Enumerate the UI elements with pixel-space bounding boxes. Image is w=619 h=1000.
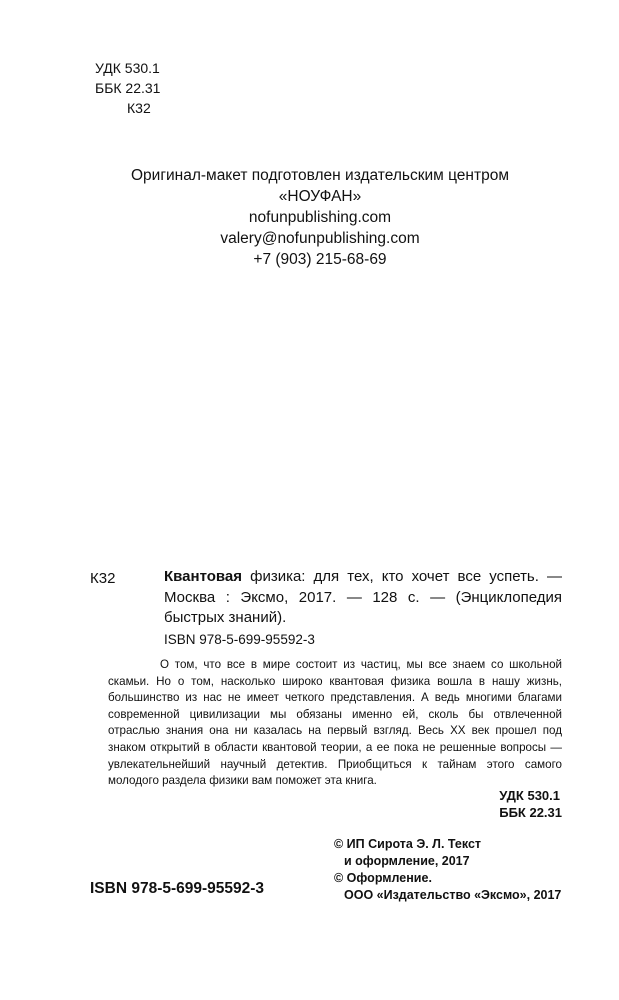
- author-mark: К32: [127, 100, 151, 116]
- publisher-name: «НОУФАН»: [278, 188, 362, 205]
- entry-text: физика: для тех, кто хочет все успеть. — Москва : Эксмо, 2017. — 128 с. — (Энциклопедия быстрых знаний).: [164, 568, 562, 626]
- copyright-line: © ИП Сирота Э. Л. Текст: [334, 837, 482, 851]
- copyright-line: и оформление, 2017: [344, 854, 470, 868]
- publisher-block: [60, 165, 580, 270]
- entry-author-mark: К32: [90, 570, 116, 587]
- classification-codes: [95, 58, 160, 118]
- bibliographic-entry: [164, 567, 562, 629]
- publisher-email: valery@nofunpublishing.com: [220, 230, 420, 247]
- abstract: [108, 657, 562, 790]
- entry-isbn: ISBN 978-5-699-95592-3: [164, 632, 315, 647]
- copyright-line: © Оформление.: [334, 871, 432, 885]
- bbk-code-bottom: ББК 22.31: [499, 805, 562, 820]
- publisher-website: nofunpublishing.com: [248, 209, 392, 226]
- classification-codes-bottom: [499, 787, 562, 821]
- entry-title-bold: Квантовая: [164, 568, 243, 585]
- bbk-code: ББК 22.31: [95, 80, 161, 96]
- publisher-phone: +7 (903) 215-68-69: [253, 251, 387, 268]
- copyright-line: ООО «Издательство «Эксмо», 2017: [344, 888, 562, 902]
- abstract-text: О том, что все в мире состоит из частиц, мы все знаем со школьной скамьи. Но о том, насколько широко квантовая физика вошла в нашу жизнь, большинство из нас не имеет четкого представления. А ведь многими благами современной цивилизации мы обязаны именно ей, сколь бы отвлеченной отраслью знания она ни казалась на первый взгляд. Весь XX век прошел под знаком открытий в области квантовой теории, а ее пока не решенные вопросы — увлекательнейший научный детектив. Приобщиться к тайнам этого самого молодого раздела физики вам поможет эта книга.: [108, 658, 562, 788]
- isbn-bold: ISBN 978-5-699-95592-3: [90, 880, 265, 897]
- publisher-line: Оригинал-макет подготовлен издательским центром: [131, 167, 509, 184]
- udk-code-bottom: УДК 530.1: [499, 788, 561, 803]
- udk-code: УДК 530.1: [95, 60, 160, 76]
- copyright-block: [334, 836, 561, 904]
